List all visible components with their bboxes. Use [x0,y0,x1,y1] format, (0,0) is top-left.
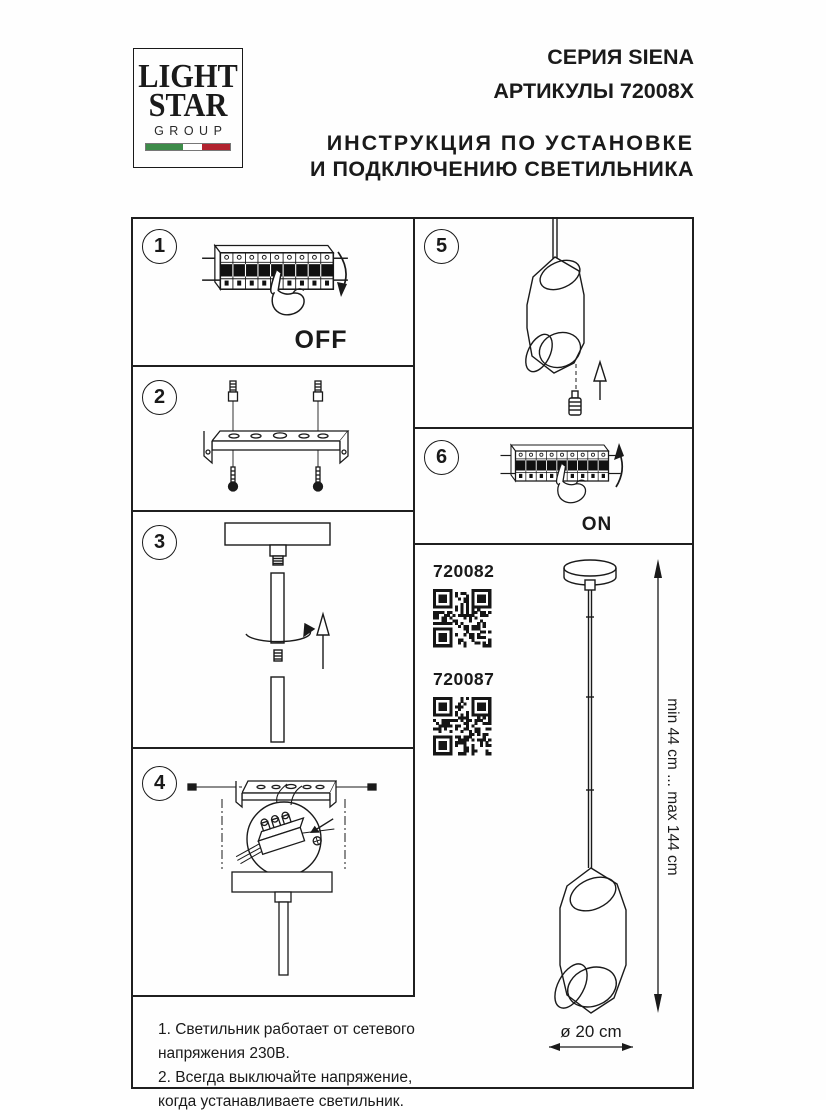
grid-divider [133,995,415,997]
step-1-diagram-breaker-off [185,230,365,355]
articles-title: АРТИКУЛЫ 72008X [493,79,694,103]
logo-word-light: LIGHT [138,56,238,95]
side-screw-right [368,784,376,790]
step-1-number: 1 [153,235,166,257]
note-line-3: когда устанавливаете светильник. [158,1093,404,1110]
step-4-number: 4 [153,772,166,794]
rod-upper [271,573,284,643]
qr-code-720087 [433,697,491,755]
note-line-2: 2. Всегда выключайте напряжение, [158,1069,413,1086]
lamp-shade [527,257,584,373]
on-label: ON [581,514,613,535]
series-title: СЕРИЯ SIENA [547,45,694,69]
step-5-diagram-bulb-insert [413,215,700,427]
lamp-bulb [569,391,581,415]
wall-plug-right [314,381,323,431]
instruction-title-line1: ИНСТРУКЦИЯ ПО УСТАНОВКЕ [326,131,694,155]
rod-lower [271,677,284,742]
step-1-badge [142,229,177,264]
mounting-bracket [204,431,348,463]
qr-code-720082 [433,589,491,647]
flag-red-segment [202,144,230,150]
suspension-rod [586,590,594,868]
screw-left [229,450,238,491]
step-6-number: 6 [435,446,448,468]
lamp-shade [548,868,626,1014]
lightstar-logo [133,48,243,168]
article-code-720087: 720087 [433,669,495,689]
step-2-number: 2 [153,386,166,408]
step-5-number: 5 [435,235,448,257]
article-code-720082: 720082 [433,561,495,581]
side-screw-left [188,784,196,790]
step-2-diagram-mounting-bracket [150,373,390,508]
ceiling-canopy [225,523,330,545]
screw-right [314,450,323,491]
instruction-title-line2: И ПОДКЛЮЧЕНИЮ СВЕТИЛЬНИКА [310,157,694,181]
step-3-number: 3 [153,531,166,553]
wall-plug-left [229,381,238,431]
off-label: OFF [294,326,348,354]
flag-white-segment [183,144,202,150]
italian-flag-bar [145,143,231,151]
note-line-1: 1. Светильник работает от сетевого напряжения 230В. [158,1021,415,1062]
grid-divider [413,543,692,545]
rod [279,902,288,975]
logo-word-group: GROUP [154,123,228,138]
diameter-label: ø 20 cm [560,1022,622,1041]
step-6-diagram-breaker-on [413,427,700,543]
diameter-dimension [549,1043,633,1051]
grid-divider [133,365,415,367]
curved-arrow-up-icon [616,454,622,487]
flag-green-segment [146,144,183,150]
grid-divider [133,510,415,512]
step-4-diagram-wiring [131,747,413,995]
height-range-label: min 44 cm ... max 144 cm [664,698,681,876]
step-3-diagram-rod-assembly [150,517,350,752]
ceiling-canopy [232,872,332,892]
logo-word-star: STAR [148,86,228,124]
lamp-dimension-drawing [535,550,690,1055]
ceiling-canopy-disc [564,560,616,590]
height-dimension [654,559,662,1013]
safety-notes [158,1018,503,1114]
